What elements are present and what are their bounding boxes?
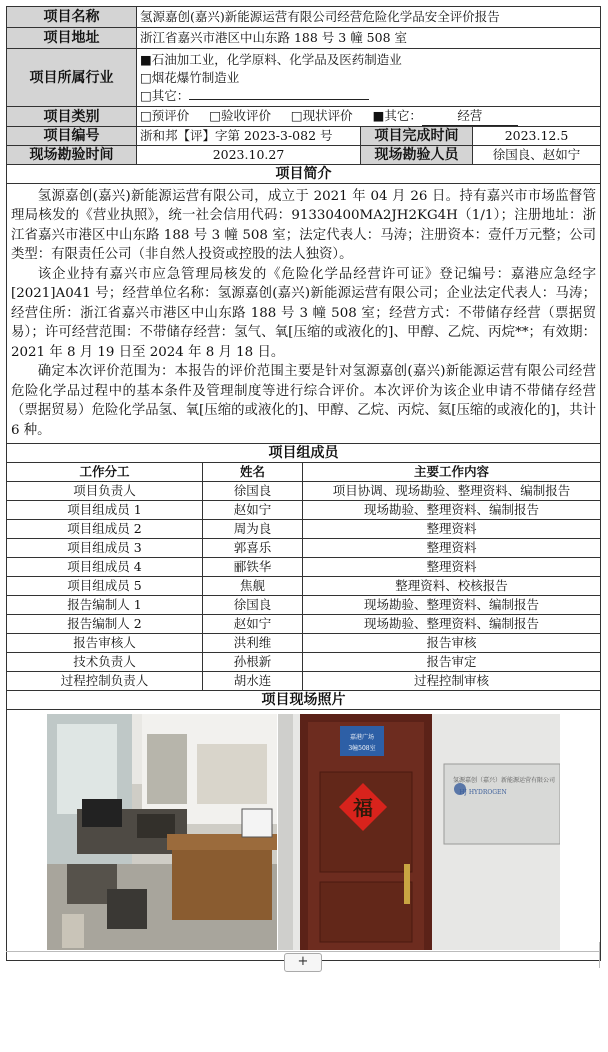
member-name: 赵如宁 bbox=[203, 501, 303, 520]
project-code-label: 项目编号 bbox=[7, 127, 137, 146]
office-photo bbox=[47, 714, 277, 950]
type-option-status[interactable]: □现状评价 bbox=[290, 108, 353, 123]
add-button[interactable]: + bbox=[284, 953, 322, 972]
member-row bbox=[7, 634, 601, 653]
intro-paragraph-3: 确定本次评价范围为：本报告的评价范围主要是针对氢源嘉创(嘉兴)新能源运营有限公司经营危险化学品过程中的基本条件及管理制度等进行综合评价。本次评价为该企业申请不带储存经营（票据贸易）危险化学品氢、氧[压缩的或液化的]、甲醇、乙烷、丙烷、氦[压缩的或液化的]，共计 6 种。 bbox=[11, 364, 597, 438]
member-row bbox=[7, 539, 601, 558]
industry-option-fireworks[interactable]: □烟花爆竹制造业 bbox=[140, 69, 240, 85]
member-name: 周为良 bbox=[203, 520, 303, 539]
project-type-label: 项目类别 bbox=[7, 107, 137, 127]
member-role: 项目组成员 2 bbox=[7, 520, 203, 539]
member-row bbox=[7, 501, 601, 520]
member-row bbox=[7, 596, 601, 615]
type-option-pre[interactable]: □预评价 bbox=[140, 108, 190, 123]
member-row bbox=[7, 482, 601, 501]
intro-body bbox=[7, 184, 601, 444]
member-name: 赵如宁 bbox=[203, 615, 303, 634]
page-divider bbox=[6, 951, 600, 952]
member-role: 过程控制负责人 bbox=[7, 672, 203, 691]
member-duty: 整理资料 bbox=[303, 539, 601, 558]
member-duty: 项目协调、现场勘验、整理资料、编制报告 bbox=[303, 482, 601, 501]
member-role: 项目组成员 3 bbox=[7, 539, 203, 558]
member-name: 郦铁华 bbox=[203, 558, 303, 577]
member-duty: 报告审核 bbox=[303, 634, 601, 653]
industry-label: 项目所属行业 bbox=[7, 49, 137, 107]
members-title: 项目组成员 bbox=[7, 444, 601, 463]
door-photo bbox=[278, 714, 560, 950]
members-header-duty: 主要工作内容 bbox=[303, 463, 601, 482]
completion-date-label: 项目完成时间 bbox=[361, 127, 473, 146]
member-row bbox=[7, 653, 601, 672]
member-duty: 整理资料 bbox=[303, 558, 601, 577]
type-other-value: 经营 bbox=[422, 107, 518, 126]
member-duty: 现场勘验、整理资料、编制报告 bbox=[303, 596, 601, 615]
member-role: 技术负责人 bbox=[7, 653, 203, 672]
member-role: 项目组成员 1 bbox=[7, 501, 203, 520]
member-role: 报告编制人 2 bbox=[7, 615, 203, 634]
intro-paragraph-1: 氢源嘉创(嘉兴)新能源运营有限公司，成立于 2021 年 04 月 26 日。持有嘉兴市市场监督管理局核发的《营业执照》，统一社会信用代码：91330400MA2JH2KG4H（1/1）；注册地址：浙江省嘉兴市港区中山东路 188 号 3 幢 508 室；法定代表人：马涛；注册资本：壹仟万元整；公司类型：有限责任公司（非自然人投资或控股的法人独资）。 bbox=[11, 188, 597, 263]
member-duty: 报告审定 bbox=[303, 653, 601, 672]
intro-paragraph-2: 该企业持有嘉兴市应急管理局核发的《危险化学品经营许可证》登记编号：嘉港应急经字[2021]A041 号；经营单位名称：氢源嘉创(嘉兴)新能源运营有限公司；企业法定代表人：马涛；经营住所：浙江省嘉兴市港区中山东路 188 号 3 幢 508 室；经营方式：不带储存经营（票据贸易）；许可经营范围：不带储存经营：氢气、氧[压缩的或液化的]、甲醇、乙烷、丙烷**；有效期：2021 年 8 月 19 日至 2024 年 8 月 18 日。 bbox=[11, 266, 597, 360]
completion-date-value: 2023.12.5 bbox=[473, 127, 601, 146]
member-name: 洪利维 bbox=[203, 634, 303, 653]
members-header-role: 工作分工 bbox=[7, 463, 203, 482]
photos-area bbox=[7, 710, 600, 960]
intro-title: 项目简介 bbox=[7, 165, 601, 184]
photos-cell bbox=[7, 710, 601, 961]
member-duty: 现场勘验、整理资料、编制报告 bbox=[303, 615, 601, 634]
industry-option-other[interactable]: □其它： bbox=[140, 87, 597, 105]
industry-options bbox=[137, 49, 601, 107]
project-code-value: 浙和邦【评】字第 2023-3-082 号 bbox=[137, 127, 361, 146]
type-option-other[interactable]: ■其它： bbox=[372, 108, 422, 123]
survey-staff-value: 徐国良、赵如宁 bbox=[473, 146, 601, 165]
member-duty: 过程控制审核 bbox=[303, 672, 601, 691]
survey-date-value: 2023.10.27 bbox=[137, 146, 361, 165]
photos-title: 项目现场照片 bbox=[7, 691, 601, 710]
project-address-value: 浙江省嘉兴市港区中山东路 188 号 3 幢 508 室 bbox=[137, 28, 601, 49]
member-duty: 整理资料 bbox=[303, 520, 601, 539]
member-name: 孙根新 bbox=[203, 653, 303, 672]
scrollbar[interactable] bbox=[599, 942, 608, 968]
member-duty: 整理资料、校核报告 bbox=[303, 577, 601, 596]
member-role: 项目组成员 4 bbox=[7, 558, 203, 577]
member-row bbox=[7, 672, 601, 691]
member-role: 项目负责人 bbox=[7, 482, 203, 501]
member-name: 焦舰 bbox=[203, 577, 303, 596]
info-table bbox=[6, 6, 601, 444]
member-role: 报告审核人 bbox=[7, 634, 203, 653]
survey-staff-label: 现场勘验人员 bbox=[361, 146, 473, 165]
wall-sign-en: HJ HYDROGEN bbox=[459, 789, 507, 796]
project-address-label: 项目地址 bbox=[7, 28, 137, 49]
member-row bbox=[7, 520, 601, 539]
member-name: 郭喜乐 bbox=[203, 539, 303, 558]
door-sign-line-2: 3幢508室 bbox=[348, 745, 376, 752]
door-photo-image bbox=[278, 714, 560, 950]
fu-character: 福 bbox=[353, 796, 373, 820]
member-name: 徐国良 bbox=[203, 596, 303, 615]
survey-date-label: 现场勘验时间 bbox=[7, 146, 137, 165]
industry-option-chemical[interactable]: ■石油加工业，化学原料、化学品及医药制造业 bbox=[140, 51, 402, 67]
member-row bbox=[7, 615, 601, 634]
member-role: 报告编制人 1 bbox=[7, 596, 203, 615]
project-type-options bbox=[137, 107, 601, 127]
office-photo-image bbox=[47, 714, 277, 950]
member-name: 胡水连 bbox=[203, 672, 303, 691]
member-role: 项目组成员 5 bbox=[7, 577, 203, 596]
members-header-name: 姓名 bbox=[203, 463, 303, 482]
type-option-acceptance[interactable]: □验收评价 bbox=[209, 108, 271, 123]
members-table bbox=[6, 443, 601, 961]
member-row bbox=[7, 577, 601, 596]
member-row bbox=[7, 558, 601, 577]
member-name: 徐国良 bbox=[203, 482, 303, 501]
door-sign-line-1: 嘉港广场 bbox=[349, 734, 375, 741]
wall-sign-text: 氢源嘉创（嘉兴）新能源运营有限公司 bbox=[452, 777, 556, 784]
document-sheet bbox=[6, 6, 600, 961]
member-duty: 现场勘验、整理资料、编制报告 bbox=[303, 501, 601, 520]
project-name-value: 氢源嘉创(嘉兴)新能源运营有限公司经营危险化学品安全评价报告 bbox=[137, 7, 601, 28]
project-name-label: 项目名称 bbox=[7, 7, 137, 28]
